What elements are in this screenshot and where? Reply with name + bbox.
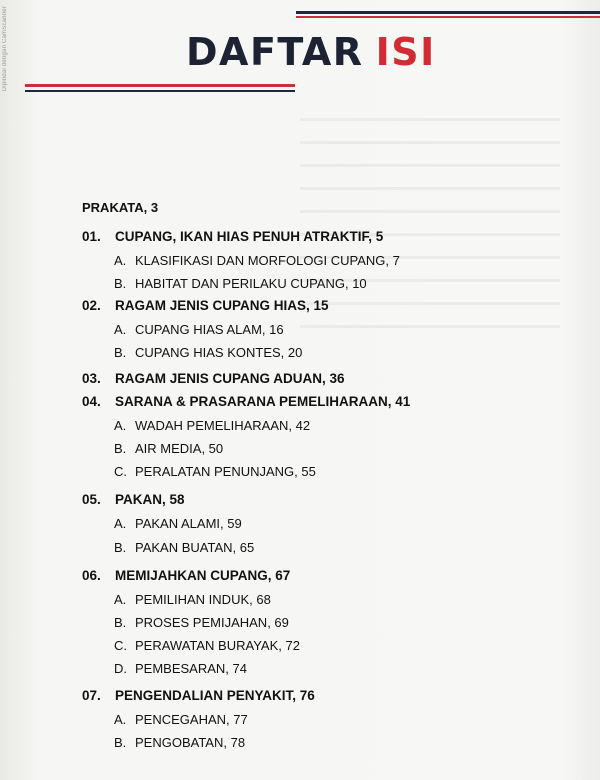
subentry-letter: B.	[114, 441, 127, 456]
toc-chapter-07	[82, 688, 315, 703]
subentry-title: PROSES PEMIJAHAN, 69	[135, 615, 289, 630]
chapter-title: PENGENDALIAN PENYAKIT, 76	[115, 688, 315, 703]
toc-subentry	[114, 638, 300, 653]
subentry-title: WADAH PEMELIHARAAN, 42	[135, 418, 311, 433]
subentry-letter: B.	[114, 540, 127, 555]
toc-subentry	[114, 516, 242, 531]
toc-chapter-02	[82, 298, 329, 313]
chapter-title: RAGAM JENIS CUPANG ADUAN, 36	[115, 371, 345, 386]
toc-subentry	[114, 418, 310, 433]
toc-chapter-06	[82, 568, 290, 583]
subentry-letter: C.	[114, 464, 127, 479]
subentry-letter: A.	[114, 712, 127, 727]
subentry-title: CUPANG HIAS ALAM, 16	[135, 322, 284, 337]
chapter-number: 02.	[82, 298, 101, 313]
chapter-number: 05.	[82, 492, 101, 507]
toc-subentry	[114, 592, 271, 607]
chapter-title: CUPANG, IKAN HIAS PENUH ATRAKTIF, 5	[115, 229, 384, 244]
toc-subentry	[114, 540, 254, 555]
subentry-title: PEMBESARAN, 74	[135, 661, 247, 676]
subentry-letter: A.	[114, 322, 127, 337]
toc-subentry	[114, 661, 247, 676]
subentry-title: PAKAN ALAMI, 59	[135, 516, 242, 531]
subentry-letter: B.	[114, 276, 127, 291]
subentry-letter: A.	[114, 418, 127, 433]
chapter-title: MEMIJAHKAN CUPANG, 67	[115, 568, 291, 583]
title-word-isi: ISI	[375, 30, 436, 74]
toc-subentry	[114, 712, 248, 727]
toc-preface: PRAKATA, 3	[82, 200, 159, 215]
subentry-title: PERAWATAN BURAYAK, 72	[135, 638, 300, 653]
subentry-title: HABITAT DAN PERILAKU CUPANG, 10	[135, 276, 367, 291]
subentry-title: PENCEGAHAN, 77	[135, 712, 248, 727]
toc-subentry	[114, 276, 367, 291]
scanner-watermark: Dipindai dengan CamScanner	[2, 6, 8, 92]
subentry-letter: A.	[114, 516, 127, 531]
toc-subentry	[114, 345, 302, 360]
toc-chapter-04	[82, 394, 410, 409]
subentry-letter: B.	[114, 615, 127, 630]
chapter-title: RAGAM JENIS CUPANG HIAS, 15	[115, 298, 329, 313]
toc-subentry	[114, 735, 245, 750]
toc-chapter-03	[82, 371, 345, 386]
subentry-title: PAKAN BUATAN, 65	[135, 540, 255, 555]
toc-subentry	[114, 615, 289, 630]
subentry-title: PENGOBATAN, 78	[135, 735, 246, 750]
toc-subentry	[114, 441, 223, 456]
chapter-number: 04.	[82, 394, 101, 409]
chapter-title: PAKAN, 58	[115, 492, 185, 507]
subentry-letter: C.	[114, 638, 127, 653]
subentry-title: KLASIFIKASI DAN MORFOLOGI CUPANG, 7	[135, 253, 400, 268]
toc-subentry	[114, 464, 316, 479]
subentry-title: AIR MEDIA, 50	[135, 441, 224, 456]
subentry-letter: A.	[114, 592, 127, 607]
subentry-letter: B.	[114, 345, 127, 360]
subentry-title: PEMILIHAN INDUK, 68	[135, 592, 271, 607]
chapter-number: 07.	[82, 688, 101, 703]
subentry-title: CUPANG HIAS KONTES, 20	[135, 345, 303, 360]
toc-chapter-01	[82, 229, 383, 244]
subentry-letter: A.	[114, 253, 127, 268]
toc-chapter-05	[82, 492, 185, 507]
subentry-letter: D.	[114, 661, 127, 676]
toc-subentry	[114, 253, 400, 268]
chapter-title: SARANA & PRASARANA PEMELIHARAAN, 41	[115, 394, 411, 409]
subentry-title: PERALATAN PENUNJANG, 55	[135, 464, 316, 479]
chapter-number: 01.	[82, 229, 101, 244]
chapter-number: 06.	[82, 568, 101, 583]
subentry-letter: B.	[114, 735, 127, 750]
toc-subentry	[114, 322, 284, 337]
title-word-daftar: DAFTAR	[186, 30, 364, 74]
chapter-number: 03.	[82, 371, 101, 386]
